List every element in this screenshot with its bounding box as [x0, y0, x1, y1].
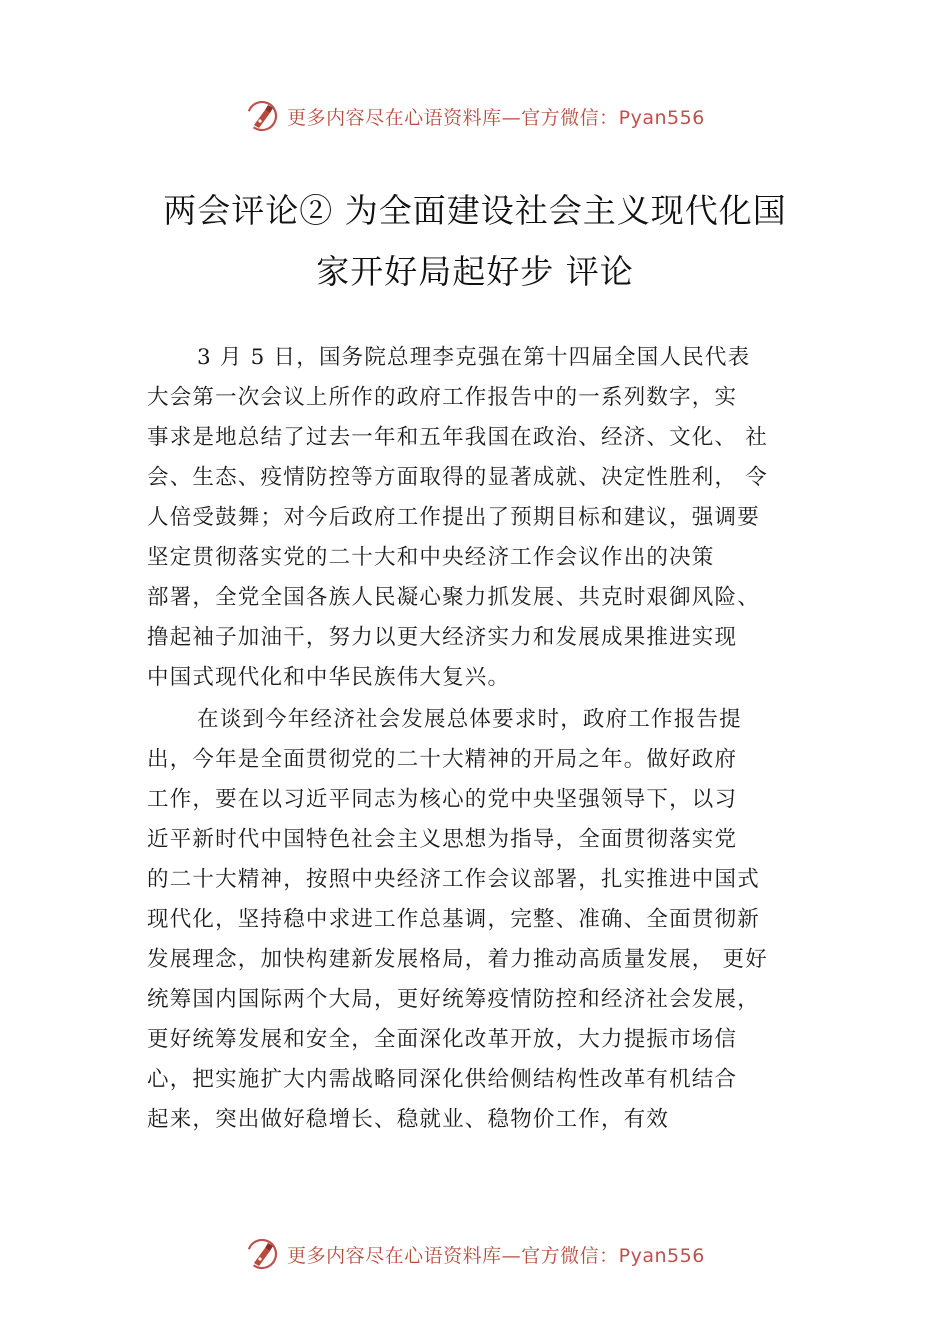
banner-text [287, 1241, 705, 1268]
title-line: 家开好局起好步 评论 [316, 252, 634, 291]
text-line: 工作，要在以习近平同志为核心的党中央坚强领导下，以习 [147, 787, 738, 812]
text-line: 起来，突出做好稳增长、稳就业、稳物价工作，有效 [147, 1107, 670, 1132]
text-line: 的二十大精神，按照中央经济工作会议部署，扎实推进中国式 [147, 867, 760, 892]
text-line: 撸起袖子加油干，努力以更大经济实力和发展成果推进实现 [147, 625, 738, 650]
text-line: 坚定贯彻落实党的二十大和中央经济工作会议作出的决策 [147, 545, 715, 570]
banner-text [287, 103, 705, 130]
paragraph-2 [147, 700, 827, 1140]
pen-nib-logo-icon [245, 1237, 279, 1271]
text-line: 出，今年是全面贯彻党的二十大精神的开局之年。做好政府 [147, 747, 738, 772]
footer-banner [0, 1234, 950, 1274]
text-line: 会、生态、疫情防控等方面取得的显著成就、决定性胜利， 令 [147, 465, 768, 490]
banner-text-cn: 更多内容尽在心语资料库—官方微信： [287, 106, 619, 129]
article-body [147, 338, 827, 1140]
paragraph-1 [147, 338, 827, 698]
text-line: 心，把实施扩大内需战略同深化供给侧结构性改革有机结合 [147, 1067, 738, 1092]
text-line: 现代化，坚持稳中求进工作总基调，完整、准确、全面贯彻新 [147, 907, 760, 932]
text-line: 大会第一次会议上所作的政府工作报告中的一系列数字，实 [147, 385, 738, 410]
text-line: 在谈到今年经济社会发展总体要求时，政府工作报告提 [197, 707, 742, 732]
text-line: 部署，全党全国各族人民凝心聚力抓发展、共克时艰御风险、 [147, 585, 760, 610]
title-line: 两会评论② 为全面建设社会主义现代化国 [163, 191, 787, 230]
text-line: 发展理念，加快构建新发展格局，着力推动高质量发展， 更好 [147, 947, 768, 972]
text-line: 事求是地总结了过去一年和五年我国在政治、经济、文化、 社 [147, 425, 768, 450]
banner-wechat-id: Pyan556 [618, 1244, 705, 1267]
text-line: 人倍受鼓舞；对今后政府工作提出了预期目标和建议，强调要 [147, 505, 760, 530]
text-line: 统筹国内国际两个大局，更好统筹疫情防控和经济社会发展， [147, 987, 760, 1012]
banner-wechat-id: Pyan556 [618, 106, 705, 129]
text-line: 近平新时代中国特色社会主义思想为指导，全面贯彻落实党 [147, 827, 738, 852]
document-title [120, 180, 830, 302]
pen-nib-logo-icon [245, 99, 279, 133]
text-line: 中国式现代化和中华民族伟大复兴。 [147, 665, 511, 690]
header-banner [0, 96, 950, 136]
text-line: 更好统筹发展和安全，全面深化改革开放，大力提振市场信 [147, 1027, 738, 1052]
text-line: 3 月 5 日，国务院总理李克强在第十四届全国人民代表 [197, 345, 751, 370]
banner-text-cn: 更多内容尽在心语资料库—官方微信： [287, 1244, 619, 1267]
